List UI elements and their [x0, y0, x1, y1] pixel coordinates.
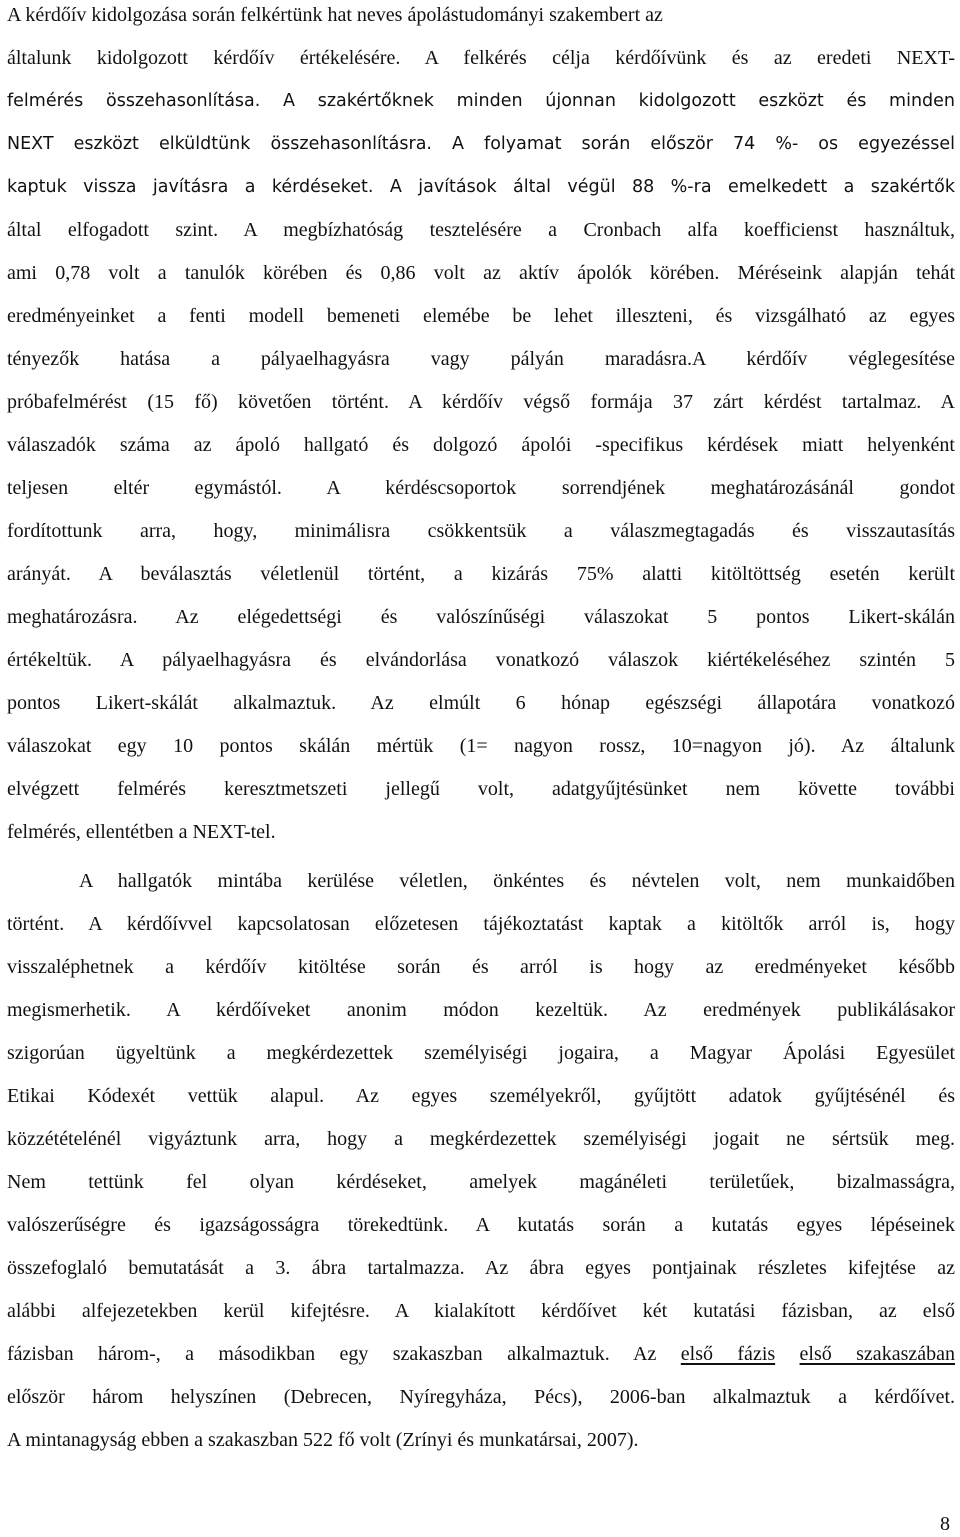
- paragraph-2-line-6: Etikai Kódexét vettük alapul. Az egyes személyekről, gyűjtött adatok gyűjtésénél és: [7, 1085, 955, 1107]
- paragraph-2-line-9: valószerűségre és igazságosságra törekedtünk. A kutatás során a kutatás egyes lépéseinek: [7, 1214, 955, 1236]
- paragraph-1-line-10: próbafelmérést (15 fő) követően történt. A kérdőív végső formája 37 zárt kérdést tartalmaz. A: [7, 391, 955, 413]
- paragraph-1-line-20: felmérés, ellentétben a NEXT-tel.: [7, 821, 276, 843]
- line-12-space: [775, 1343, 799, 1365]
- paragraph-1-line-5: kaptuk vissza javításra a kérdéseket. A javítások által végül 88 %-ra emelkedett a szakértők: [7, 177, 955, 197]
- page-number: 8: [940, 1513, 950, 1535]
- paragraph-1-line-11: válaszadók száma az ápoló hallgató és dolgozó ápolói -specifikus kérdések miatt helyenként: [7, 434, 955, 456]
- paragraph-2-line-5: szigorúan ügyeltünk a megkérdezettek személyiségi jogaira, a Magyar Ápolási Egyesület: [7, 1042, 955, 1064]
- paragraph-1-line-7: ami 0,78 volt a tanulók körében és 0,86 volt az aktív ápolók körében. Méréseink alapján tehát: [7, 262, 955, 284]
- underlined-phrase-first-section: első szakaszában: [799, 1343, 955, 1365]
- paragraph-1-line-17: pontos Likert-skálát alkalmaztuk. Az elmúlt 6 hónap egészségi állapotára vonatkozó: [7, 692, 955, 714]
- paragraph-1-line-3: felmérés összehasonlítása. A szakértőknek minden újonnan kidolgozott eszközt és minden: [7, 91, 955, 111]
- paragraph-1-line-8: eredményeinket a fenti modell bemeneti elemébe be lehet illeszteni, és vizsgálható az egyes: [7, 305, 955, 327]
- paragraph-2-line-3: visszaléphetnek a kérdőív kitöltése során és arról is hogy az eredményeket később: [7, 956, 955, 978]
- underlined-phrase-first-phase: első fázis: [680, 1343, 776, 1365]
- paragraph-1-line-16: értékeltük. A pályaelhagyásra és elvándorlása vonatkozó válaszok kiértékeléséhez szintén 5: [7, 649, 955, 671]
- paragraph-2-line-10: összefoglaló bemutatását a 3. ábra tartalmazza. Az ábra egyes pontjainak részletes kifejtése az: [7, 1257, 955, 1279]
- paragraph-1-line-1: A kérdőív kidolgozása során felkértünk hat neves ápolástudományi szakembert az: [7, 4, 663, 26]
- paragraph-2-line-7: közzétételénél vigyáztunk arra, hogy a megkérdezettek személyiségi jogait ne sértsük meg.: [7, 1128, 955, 1150]
- paragraph-1-line-4: NEXT eszközt elküldtünk összehasonlításra. A folyamat során először 74 %- os egyezéssel: [7, 134, 955, 154]
- line-12-text-start: fázisban három-, a másodikban egy szakaszban alkalmaztuk. Az: [7, 1343, 681, 1365]
- paragraph-2-line-2: történt. A kérdőívvel kapcsolatosan előzetesen tájékoztatást kaptak a kitöltők arról is, hogy: [7, 913, 955, 935]
- paragraph-1-line-2: általunk kidolgozott kérdőív értékelésére. A felkérés célja kérdőívünk és az eredeti NEXT-: [7, 47, 955, 69]
- paragraph-1-line-6: által elfogadott szint. A megbízhatóság tesztelésére a Cronbach alfa koefficienst használtuk,: [7, 219, 955, 241]
- paragraph-1-line-19: elvégzett felmérés keresztmetszeti jellegű volt, adatgyűjtésünket nem követte további: [7, 778, 955, 800]
- paragraph-2-line-14: A mintanagyság ebben a szakaszban 522 fő volt (Zrínyi és munkatársai, 2007).: [7, 1429, 639, 1451]
- paragraph-1-line-13: fordítottunk arra, hogy, minimálisra csökkentsük a válaszmegtagadás és visszautasítás: [7, 520, 955, 542]
- paragraph-2-line-12: [7, 1339, 955, 1369]
- paragraph-1-line-12: teljesen eltér egymástól. A kérdéscsoportok sorrendjének meghatározásánál gondot: [7, 477, 955, 499]
- paragraph-1-line-14: arányát. A beválasztás véletlenül történt, a kizárás 75% alatti kitöltöttség esetén került: [7, 563, 955, 585]
- paragraph-1-line-18: válaszokat egy 10 pontos skálán mértük (1= nagyon rossz, 10=nagyon jó). Az általunk: [7, 735, 955, 757]
- paragraph-1-line-9: tényezők hatása a pályaelhagyásra vagy pályán maradásra.A kérdőív véglegesítése: [7, 348, 955, 370]
- paragraph-1-line-15: meghatározásra. Az elégedettségi és valószínűségi válaszokat 5 pontos Likert-skálán: [7, 606, 955, 628]
- paragraph-2-line-4: megismerhetik. A kérdőíveket anonim módon kezeltük. Az eredmények publikálásakor: [7, 999, 955, 1021]
- paragraph-2-line-8: Nem tettünk fel olyan kérdéseket, amelyek magánéleti területűek, bizalmasságra,: [7, 1171, 955, 1193]
- paragraph-2-line-11: alábbi alfejezetekben kerül kifejtésre. A kialakított kérdőívet két kutatási fázisban, az első: [7, 1300, 955, 1322]
- paragraph-2-line-13: először három helyszínen (Debrecen, Nyíregyháza, Pécs), 2006-ban alkalmaztuk a kérdőívet.: [7, 1386, 955, 1408]
- paragraph-2-line-1: A hallgatók mintába kerülése véletlen, önkéntes és névtelen volt, nem munkaidőben: [79, 870, 955, 892]
